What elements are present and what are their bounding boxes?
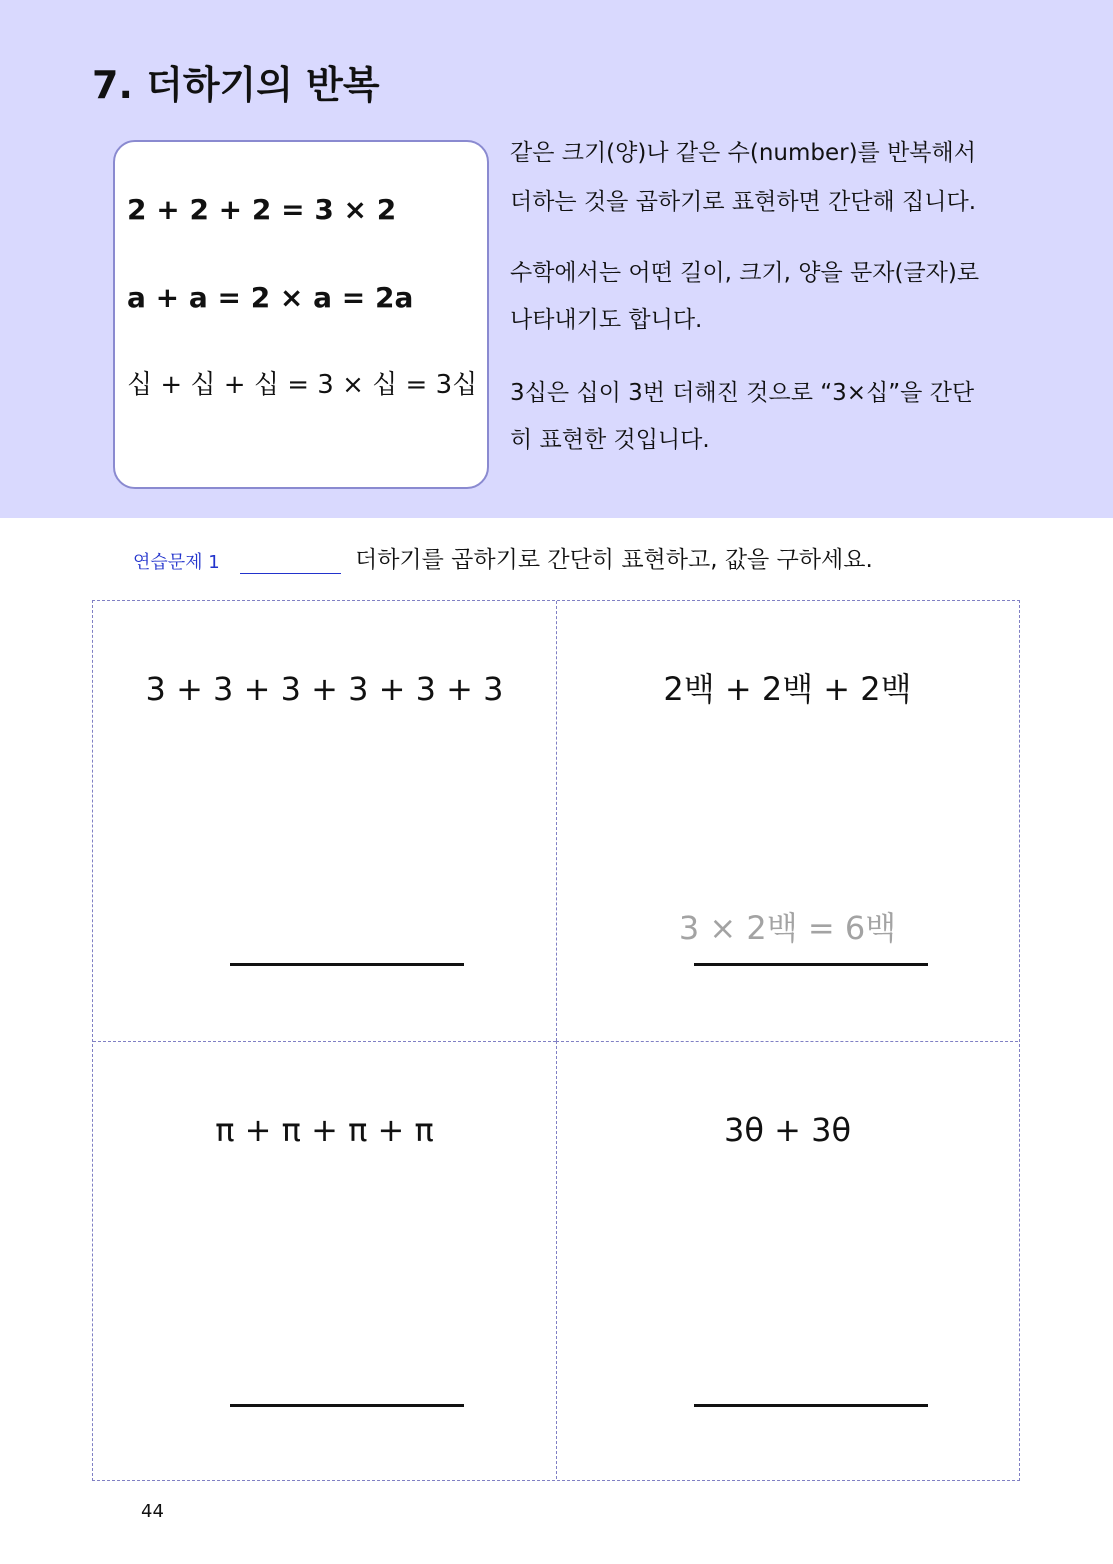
explanation-text [510, 0, 1100, 518]
problem-expression: 3 + 3 + 3 + 3 + 3 + 3 [145, 670, 504, 708]
problem-cell [93, 1041, 556, 1479]
explanation-line: 히 표현한 것입니다. [510, 427, 710, 453]
answer-line [230, 1404, 464, 1407]
explanation-line: 나타내기도 합니다. [510, 307, 703, 333]
answer-line [694, 1404, 928, 1407]
problem-expression: 3θ + 3θ [723, 1111, 852, 1149]
example-line: 2 + 2 + 2 = 3 × 2 [127, 193, 397, 226]
explanation-line: 같은 크기(양)나 같은 수(number)를 반복해서 [510, 140, 976, 166]
problem-expression: 2백 + 2백 + 2백 [663, 670, 912, 708]
explanation-line: 3십은 십이 3번 더해진 것으로 “3×십”을 간단 [510, 380, 975, 406]
page-number: 44 [141, 1501, 164, 1522]
explanation-line: 더하는 것을 곱하기로 표현하면 간단해 집니다. [510, 189, 977, 215]
problem-cell [556, 601, 1018, 1041]
example-line: 십 + 십 + 십 = 3 × 십 = 3십 [127, 370, 478, 400]
explanation-line: 수학에서는 어떤 길이, 크기, 양을 문자(글자)로 [510, 260, 980, 286]
exercise-label: 연습문제 1 [133, 552, 220, 573]
page-title: 7. 더하기의 반복 [92, 63, 380, 107]
problem-cell [556, 1041, 1018, 1479]
answer-line [230, 963, 464, 966]
exercise-instruction: 더하기를 곱하기로 간단히 표현하고, 값을 구하세요. [355, 547, 873, 573]
example-box [113, 140, 489, 489]
example-line: a + a = 2 × a = 2a [127, 281, 414, 314]
problem-grid [92, 600, 1020, 1481]
answer-hint: 3 × 2백 = 6백 [678, 909, 897, 947]
problem-expression: π + π + π + π [215, 1111, 434, 1149]
exercise-label-underline [240, 573, 341, 574]
answer-line [694, 963, 928, 966]
problem-cell [93, 601, 556, 1041]
